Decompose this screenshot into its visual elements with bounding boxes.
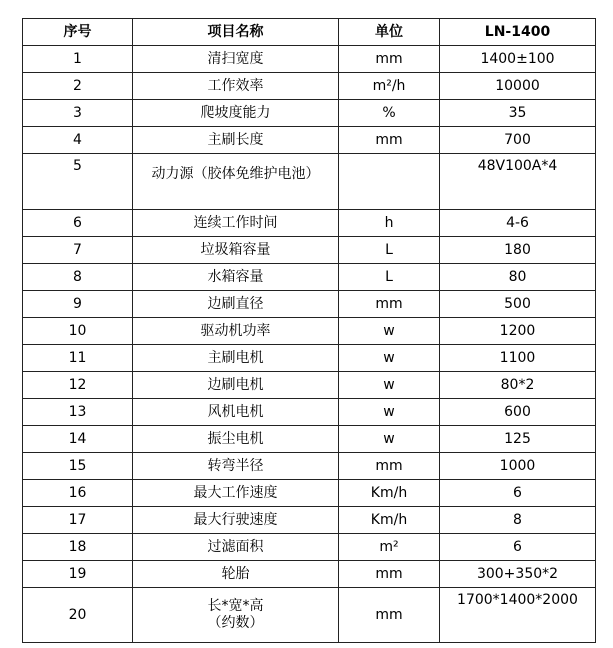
row-unit: w	[339, 372, 440, 399]
row-no: 20	[23, 588, 133, 643]
row-item	[133, 588, 339, 643]
row-unit: mm	[339, 588, 440, 643]
row-value: 1100	[440, 345, 596, 372]
row-unit: Km/h	[339, 480, 440, 507]
row-item: 爬坡度能力	[133, 100, 339, 127]
row-no: 2	[23, 73, 133, 100]
row-no: 16	[23, 480, 133, 507]
row-no: 15	[23, 453, 133, 480]
row-item: 水箱容量	[133, 264, 339, 291]
header-item: 项目名称	[133, 19, 339, 46]
table-row	[23, 372, 596, 399]
header-no: 序号	[23, 19, 133, 46]
row-item: 清扫宽度	[133, 46, 339, 73]
row-no: 5	[23, 154, 133, 210]
row-item: 垃圾箱容量	[133, 237, 339, 264]
header-model: LN-1400	[440, 19, 596, 46]
row-no: 19	[23, 561, 133, 588]
table-row	[23, 291, 596, 318]
row-no: 6	[23, 210, 133, 237]
row-value: 48V100A*4	[440, 154, 596, 210]
row-no: 4	[23, 127, 133, 154]
row-unit: w	[339, 318, 440, 345]
row-value: 600	[440, 399, 596, 426]
table-row	[23, 73, 596, 100]
row-unit: w	[339, 426, 440, 453]
row-value: 700	[440, 127, 596, 154]
row-value: 6	[440, 480, 596, 507]
row-no: 13	[23, 399, 133, 426]
table-row	[23, 480, 596, 507]
table-row	[23, 154, 596, 210]
row-no: 3	[23, 100, 133, 127]
header-row	[23, 19, 596, 46]
row-unit	[339, 154, 440, 210]
row-value: 80	[440, 264, 596, 291]
row-item: 工作效率	[133, 73, 339, 100]
row-unit: %	[339, 100, 440, 127]
row-no: 18	[23, 534, 133, 561]
row-item: 连续工作时间	[133, 210, 339, 237]
table-row	[23, 561, 596, 588]
table-row	[23, 399, 596, 426]
row-item: 最大工作速度	[133, 480, 339, 507]
table-row	[23, 588, 596, 643]
row-value: 10000	[440, 73, 596, 100]
row-no: 10	[23, 318, 133, 345]
row-item: 风机电机	[133, 399, 339, 426]
row-value: 4-6	[440, 210, 596, 237]
table-row	[23, 507, 596, 534]
row-value: 6	[440, 534, 596, 561]
row-value: 1400±100	[440, 46, 596, 73]
row-item: 主刷长度	[133, 127, 339, 154]
row-item: 振尘电机	[133, 426, 339, 453]
row-item: 边刷电机	[133, 372, 339, 399]
row-no: 8	[23, 264, 133, 291]
row-value: 500	[440, 291, 596, 318]
row-unit: L	[339, 237, 440, 264]
row-item: 边刷直径	[133, 291, 339, 318]
row-value: 180	[440, 237, 596, 264]
table-row	[23, 46, 596, 73]
table-row	[23, 453, 596, 480]
row-unit: mm	[339, 291, 440, 318]
table-row	[23, 318, 596, 345]
header-unit: 单位	[339, 19, 440, 46]
row-value: 80*2	[440, 372, 596, 399]
row-item: 轮胎	[133, 561, 339, 588]
row-unit: m²	[339, 534, 440, 561]
row-no: 1	[23, 46, 133, 73]
table-row	[23, 210, 596, 237]
row-item: 主刷电机	[133, 345, 339, 372]
table-row	[23, 100, 596, 127]
row-value: 1700*1400*2000	[440, 588, 596, 643]
row-no: 12	[23, 372, 133, 399]
row-item: 最大行驶速度	[133, 507, 339, 534]
row-no: 11	[23, 345, 133, 372]
row-no: 7	[23, 237, 133, 264]
table-row	[23, 534, 596, 561]
row-item: 动力源（胶体免维护电池）	[133, 154, 339, 210]
table-row	[23, 237, 596, 264]
row-unit: mm	[339, 561, 440, 588]
row-value: 8	[440, 507, 596, 534]
row-unit: L	[339, 264, 440, 291]
spec-table	[22, 18, 596, 643]
row-unit: w	[339, 399, 440, 426]
row-value: 35	[440, 100, 596, 127]
row-value: 1200	[440, 318, 596, 345]
row-item-line2: （约数）	[207, 615, 264, 631]
row-item: 转弯半径	[133, 453, 339, 480]
row-unit: w	[339, 345, 440, 372]
row-unit: mm	[339, 46, 440, 73]
row-unit: mm	[339, 453, 440, 480]
table-row	[23, 127, 596, 154]
row-item-line1: 长*宽*高	[207, 598, 264, 614]
row-value: 300+350*2	[440, 561, 596, 588]
row-unit: h	[339, 210, 440, 237]
row-value: 1000	[440, 453, 596, 480]
row-no: 17	[23, 507, 133, 534]
row-unit: mm	[339, 127, 440, 154]
row-unit: Km/h	[339, 507, 440, 534]
row-no: 14	[23, 426, 133, 453]
row-item: 过滤面积	[133, 534, 339, 561]
row-value: 125	[440, 426, 596, 453]
row-no: 9	[23, 291, 133, 318]
table-row	[23, 345, 596, 372]
table-row	[23, 264, 596, 291]
row-item: 驱动机功率	[133, 318, 339, 345]
table-row	[23, 426, 596, 453]
row-unit: m²/h	[339, 73, 440, 100]
